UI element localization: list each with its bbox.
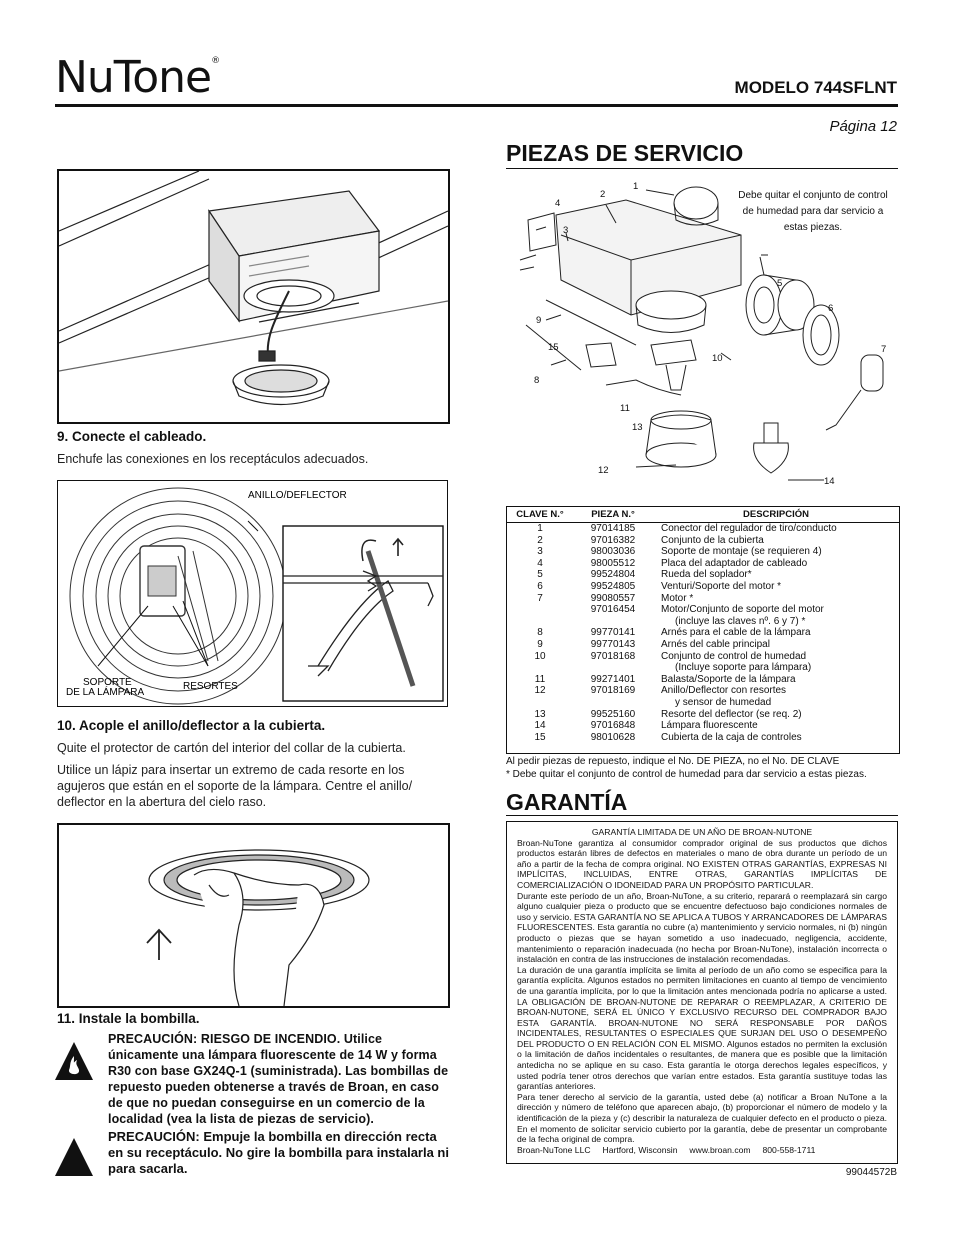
model-number: MODELO 744SFLNT	[734, 78, 897, 97]
callout-4: 4	[555, 198, 561, 209]
key-cell: 2	[537, 534, 543, 546]
description-cell: Placa del adaptador de cableado	[661, 557, 808, 569]
part-cell	[573, 697, 653, 709]
warranty-contact: Broan-NuTone LLC Hartford, Wisconsin www.broan.com 800-558-1711	[517, 1144, 816, 1155]
part-cell: 99525160	[590, 708, 636, 720]
parts-table	[507, 507, 899, 743]
key-cell	[507, 616, 573, 628]
table-row	[507, 546, 899, 558]
figure-ring-deflector	[57, 480, 448, 707]
table-row	[507, 593, 899, 605]
callout-8: 8	[534, 375, 540, 386]
table-row	[507, 523, 899, 535]
table-row	[507, 662, 899, 674]
warranty-box-title: GARANTÍA LIMITADA DE UN AÑO DE BROAN-NUTONE	[591, 827, 813, 837]
document-number: 99044572B	[845, 1167, 897, 1178]
step-9-title: 9. Conecte el cableado.	[57, 429, 207, 444]
part-cell: 99524805	[590, 580, 636, 592]
col-description: DESCRIPCIÓN	[653, 507, 899, 523]
bulb-install-illustration	[59, 825, 448, 1006]
caution-fire-hazard: PRECAUCIÓN: RIESGO DE INCENDIO. Utilice únicamente una lámpara fluorescente de 14 W y forma R30 con base GX24Q-1 (suministrada). Las bombillas de repuesto pueden obtenerse a través de Broan, en caso de que no puedan conseguirse en un comercio de la localidad (vea la lista de piezas de servicio).	[108, 1032, 449, 1126]
humidity-removal-note: Debe quitar el conjunto de control de humedad para dar servicio a estas piezas.	[738, 190, 888, 233]
callout-9: 9	[536, 315, 542, 326]
key-cell: 13	[534, 708, 546, 720]
description-cell: Lámpara fluorescente	[661, 720, 758, 732]
parts-footnote-2: * Debe quitar el conjunto de control de humedad para dar servicio a estas piezas.	[506, 769, 867, 780]
part-cell: 98003036	[590, 546, 636, 558]
description-cell: Motor *	[661, 592, 694, 604]
table-row	[507, 604, 899, 616]
ring-deflector-illustration	[58, 481, 447, 706]
warranty-paragraph-1: Broan-NuTone garantiza al consumidor comprador original de sus productos que dichos productos estarán libres de defectos en materiales o mano de obra durante un período de un año a partir de la fecha de compra original. NO EXISTEN OTRAS GARANTÍAS, EXPRESAS NI IMPLÍCITAS, INCLUIDAS, ENTRE OTRAS, GARANTÍAS IMPLÍCITAS DE COMERCIALIZACIÓN O IDONEIDAD PARA UN PROPÓSITO PARTICULAR.	[517, 837, 887, 890]
description-cell: Conjunto de la cubierta	[661, 534, 764, 546]
socket-label-1: SOPORTE	[83, 677, 132, 688]
exploded-parts-diagram	[506, 175, 898, 500]
key-cell	[507, 697, 573, 709]
step-11-title: 11. Instale la bombilla.	[57, 1011, 200, 1026]
key-cell: 15	[534, 731, 546, 743]
callout-7: 7	[881, 344, 887, 355]
table-row	[507, 651, 899, 663]
table-row	[507, 535, 899, 547]
description-cell: Anillo/Deflector con resortes	[661, 685, 787, 697]
part-cell: 97018168	[590, 650, 636, 662]
table-row	[507, 639, 899, 651]
table-row	[507, 685, 899, 697]
callout-13: 13	[632, 422, 643, 433]
part-cell: 97014185	[590, 523, 636, 534]
figure-wiring	[57, 169, 450, 424]
key-cell: 5	[537, 569, 543, 581]
callout-10: 10	[712, 353, 723, 364]
callout-2: 2	[600, 189, 606, 200]
callout-12: 12	[598, 465, 609, 476]
warranty-paragraph-3: La duración de una garantía implícita se limita al período de un año como se especifica para la garantía explícita. Algunos estados no permiten limitaciones en cuanto al tiempo de vencimiento de una garantía implícita, por lo que la limitación antes mencionada podría no aplicarse a usted. LA OBLIGACIÓN DE BROAN-NUTONE DE REPARAR O REEMPLAZAR, A CRITERIO DE BROAN-NUTONE, SERÁ EL ÚNICO Y EXCLUSIVO RECURSO DEL COMPRADOR BAJO ESTA GARANTÍA. BROAN-NUTONE NO SERÁ RESPONSABLE POR DAÑOS INCIDENTALES, RESULTANTES O ESPECIALES QUE SURJAN DEL USO O DESEMPEÑO DEL PRODUCTO O EN RELACIÓN CON EL MISMO. Algunos estados no permiten la exclusión o la limitación de daños incidentales o resultantes, de manera que es posible que la limitación antedicha no se aplique en su caso. Esta garantía le otorga derechos legales específicos, y usted podría tener otros derechos que varían entre estados. Esta garantía sustituye todas las garantías anteriores.	[517, 964, 887, 1092]
key-cell: 3	[537, 546, 543, 558]
socket-label-2: DE LA LÁMPARA	[66, 687, 145, 698]
part-cell: 97016382	[590, 534, 636, 546]
table-row	[507, 569, 899, 581]
fire-warning-icon	[53, 1040, 95, 1084]
part-cell: 97018169	[590, 685, 636, 697]
step-9-text: Enchufe las conexiones en los receptáculos adecuados.	[57, 452, 369, 466]
callout-15: 15	[548, 342, 559, 353]
description-cell: (incluye las claves nº. 6 y 7) *	[675, 615, 806, 627]
part-cell	[573, 662, 653, 674]
callout-1: 1	[633, 181, 639, 192]
step-10-title: 10. Acople el anillo/deflector a la cubierta.	[57, 718, 326, 733]
description-cell: (Incluye soporte para lámpara)	[675, 662, 812, 674]
callout-11: 11	[620, 403, 630, 414]
part-cell: 99770143	[590, 638, 636, 650]
callout-3: 3	[563, 225, 569, 236]
key-cell: 11	[534, 673, 546, 685]
description-cell: Arnés del cable principal	[661, 638, 770, 650]
description-cell: y sensor de humedad	[675, 696, 772, 708]
callout-5: 5	[777, 278, 783, 289]
description-cell: Rueda del soplador*	[661, 569, 752, 581]
key-cell	[507, 662, 573, 674]
description-cell: Resorte del deflector (se req. 2)	[661, 708, 802, 720]
key-cell	[507, 604, 573, 616]
description-cell: Balasta/Soporte de la lámpara	[661, 673, 796, 685]
figure-bulb-install	[57, 823, 450, 1008]
description-cell: Cubierta de la caja de controles	[661, 731, 802, 743]
table-row	[507, 720, 899, 732]
part-cell: 97016848	[590, 720, 636, 732]
part-cell: 99770141	[590, 627, 636, 639]
caution-bulb-push: PRECAUCIÓN: Empuje la bombilla en dirección recta en su receptáculo. No gire la bombilla para instalarla ni para sacarla.	[108, 1129, 449, 1176]
table-row	[507, 581, 899, 593]
description-cell: Motor/Conjunto de soporte del motor	[661, 604, 824, 616]
description-cell: Conector del regulador de tiro/conducto	[661, 523, 837, 534]
col-part: PIEZA N.°	[573, 507, 653, 523]
key-cell: 7	[537, 592, 543, 604]
warranty-title: GARANTÍA	[506, 789, 628, 815]
service-parts-title: PIEZAS DE SERVICIO	[506, 140, 744, 166]
table-row	[507, 697, 899, 709]
ring-deflector-label: ANILLO/DEFLECTOR	[248, 490, 347, 501]
callout-14: 14	[824, 476, 835, 487]
key-cell: 1	[537, 523, 543, 534]
service-parts-rule	[506, 168, 898, 169]
part-cell	[573, 616, 653, 628]
warranty-box	[506, 821, 898, 1164]
step-10-text-2: Utilice un lápiz para insertar un extremo de cada resorte en los agujeros que están en el soporte de la lámpara. Centre el anillo/ deflector en la abertura del cielo raso.	[57, 763, 413, 809]
description-cell: Soporte de montaje (se requieren 4)	[661, 546, 822, 558]
warranty-rule	[506, 815, 898, 816]
key-cell: 10	[534, 650, 546, 662]
table-row	[507, 616, 899, 628]
key-cell: 9	[537, 638, 543, 650]
parts-footnote-1: Al pedir piezas de repuesto, indique el No. DE PIEZA, no el No. DE CLAVE	[506, 756, 840, 767]
caution-triangle-icon	[53, 1136, 95, 1180]
key-cell: 12	[534, 685, 546, 697]
key-cell: 6	[537, 580, 543, 592]
part-cell: 98010628	[590, 731, 636, 743]
header-rule	[55, 104, 898, 107]
col-key: CLAVE N.°	[507, 507, 573, 523]
step-10-text-1: Quite el protector de cartón del interior del collar de la cubierta.	[57, 741, 406, 755]
table-row	[507, 627, 899, 639]
part-cell: 99080557	[590, 592, 636, 604]
description-cell: Conjunto de control de humedad	[661, 650, 807, 662]
page-number: Página 12	[829, 118, 897, 135]
table-row	[507, 558, 899, 570]
key-cell: 14	[534, 720, 546, 732]
part-cell: 99271401	[590, 673, 636, 685]
table-row	[507, 674, 899, 686]
springs-label: RESORTES	[183, 681, 238, 692]
description-cell: Venturi/Soporte del motor *	[661, 580, 782, 592]
part-cell: 98005512	[590, 557, 636, 569]
key-cell: 8	[537, 627, 543, 639]
parts-table-wrap	[506, 506, 900, 754]
brand-logo: NuTone®	[55, 52, 220, 103]
table-row	[507, 709, 899, 721]
callout-6: 6	[828, 303, 834, 314]
description-cell: Arnés para el cable de la lámpara	[661, 627, 811, 639]
warranty-paragraph-2: Durante este período de un año, Broan-NuTone, a su criterio, reparará o reemplazará sin cargo alguno cualquier pieza o producto que se encuentre defectuoso bajo condiciones normales de uso y servicio. ESTA GARANTÍA NO SE APLICA A TUBOS Y ARRANCADORES DE LÁMPARAS FLUORESCENTES. Esta garantía no cubre (a) mantenimiento y servicio normales, ni (b) ningún producto o piezas que se hayan sometido a uso inadecuado, negligencia, accidente, mantenimiento o reparación inadecuada (no hecha por Broan-NuTone), instalación incorrecta o instalación en contra de las instrucciones de instalación recomendadas.	[517, 890, 887, 965]
part-cell: 97016454	[590, 604, 636, 616]
key-cell: 4	[537, 557, 543, 569]
table-row	[507, 732, 899, 744]
warranty-paragraph-4: Para tener derecho al servicio de la garantía, usted debe (a) notificar a Broan NuTone a la dirección y número de teléfono que aparecen abajo, (b) proporcionar el número de modelo y la identificación de la pieza y (c) describir la naturaleza de cualquier defecto en el producto o pieza. En el momento de solicitar servicio cubierto por la garantía, debe de presentar un comprobante de la fecha original de compra.	[517, 1091, 887, 1145]
ceiling-fan-wiring-illustration	[59, 171, 448, 422]
part-cell: 99524804	[590, 569, 636, 581]
